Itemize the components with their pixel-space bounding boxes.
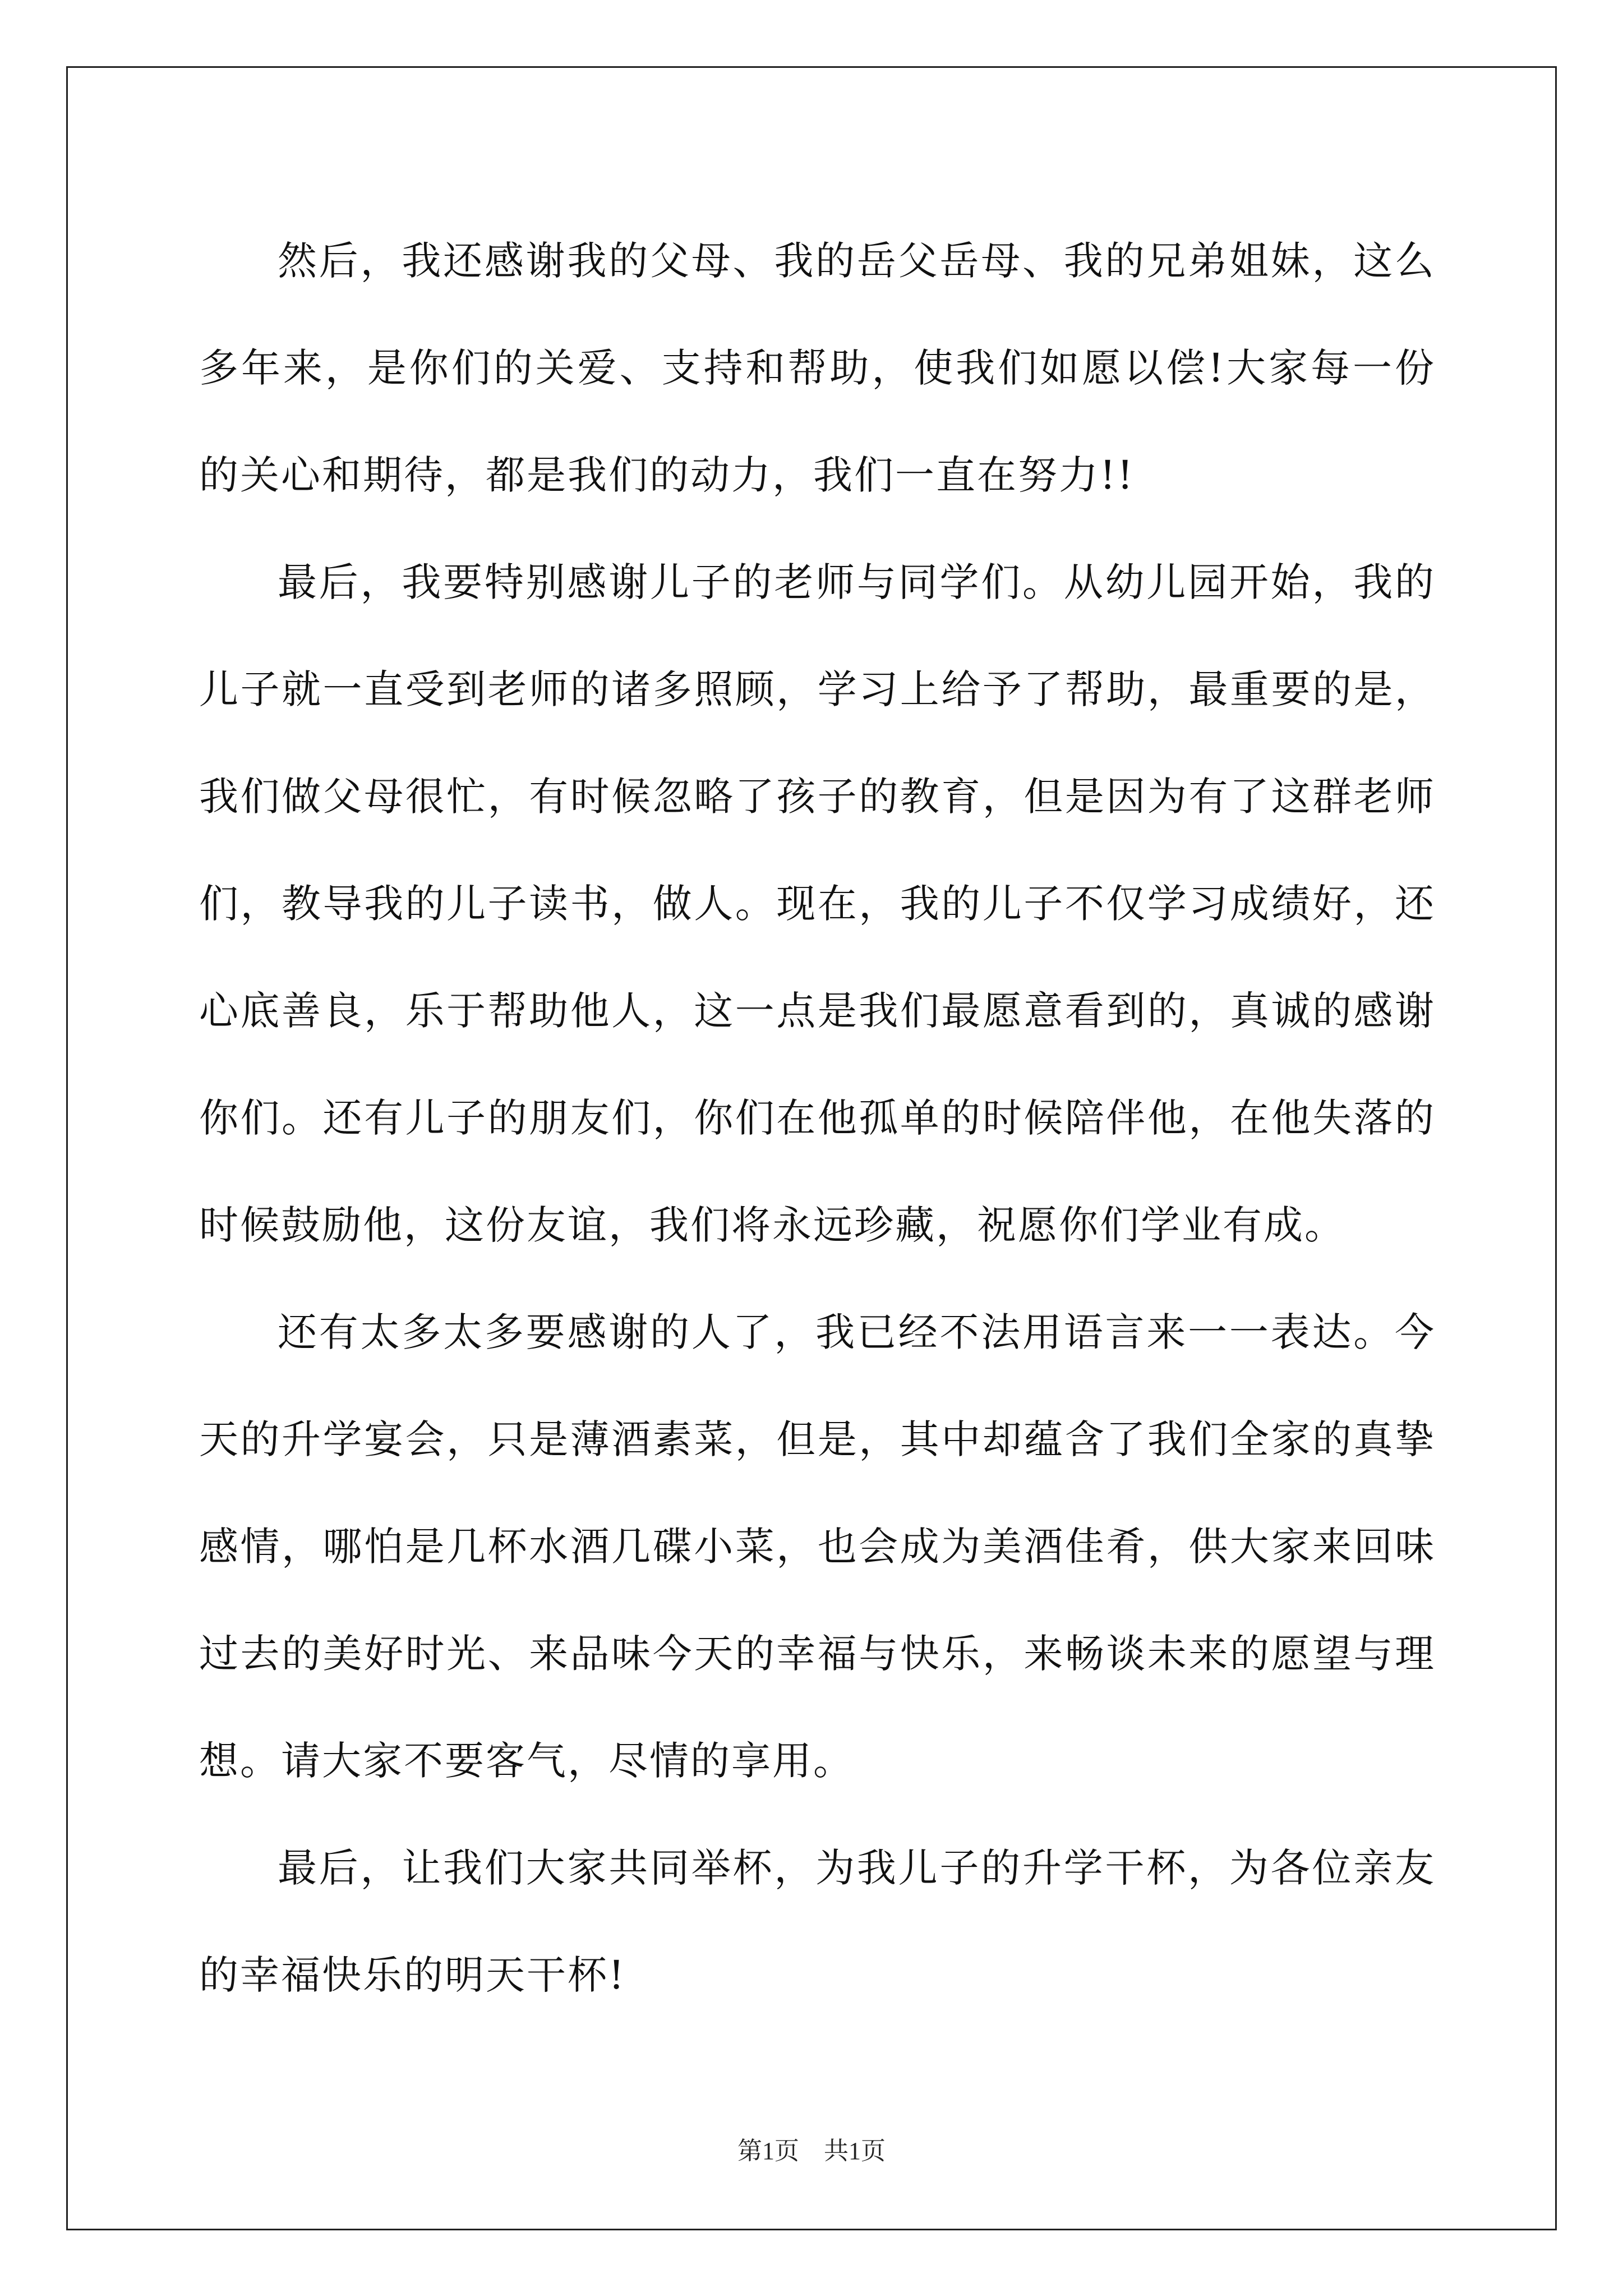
document-body xyxy=(199,208,1436,2029)
paragraph-thanks-teachers: 最后，我要特别感谢儿子的老师与同学们。从幼儿园开始，我的儿子就一直受到老师的诸多照顾，学习上给予了帮助，最重要的是，我们做父母很忙，有时候忽略了孩子的教育，但是因为有了这群老师们，教导我的儿子读书，做人。现在，我的儿子不仅学习成绩好，还心底善良，乐于帮助他人，这一点是我们最愿意看到的，真诚的感谢你们。还有儿子的朋友们，你们在他孤单的时候陪伴他，在他失落的时候鼓励他，这份友谊，我们将永远珍藏，祝愿你们学业有成。 xyxy=(199,559,1436,1248)
page-number-footer: 第1页 共1页 xyxy=(737,2137,886,2165)
paragraph-toast: 最后，让我们大家共同举杯，为我儿子的升学干杯，为各位亲友的幸福快乐的明天干杯! xyxy=(199,1845,1436,1998)
paragraph-thanks-family: 然后，我还感谢我的父母、我的岳父岳母、我的兄弟姐妹，这么多年来，是你们的关爱、支持和帮助，使我们如愿以偿!大家每一份的关心和期待，都是我们的动力，我们一直在努力!! xyxy=(199,238,1436,498)
paragraph-banquet: 还有太多太多要感谢的人了，我已经不法用语言来一一表达。今天的升学宴会，只是薄酒素菜，但是，其中却蕴含了我们全家的真挚感情，哪怕是几杯水酒几碟小菜，也会成为美酒佳肴，供大家来回味过去的美好时光、来品味今天的幸福与快乐，来畅谈未来的愿望与理想。请大家不要客气，尽情的享用。 xyxy=(199,1309,1436,1784)
